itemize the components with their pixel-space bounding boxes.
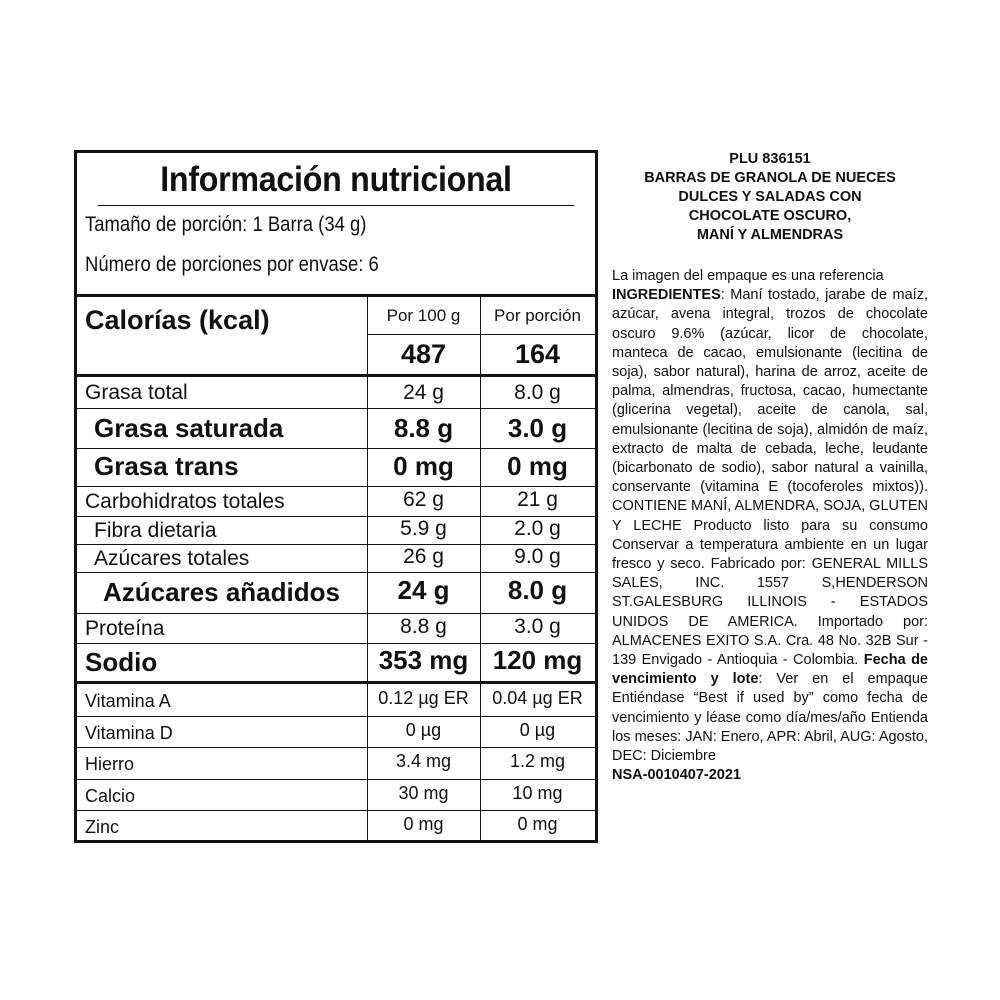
ingredients-label: INGREDIENTES: [612, 287, 721, 304]
nutrient-per-serving: 3.0 g: [514, 615, 561, 638]
row-rule: [77, 779, 595, 780]
ingredients-block: [612, 267, 928, 766]
expiry-label: Fecha de vencimiento y lote: [612, 652, 928, 688]
vitamin-label: Hierro: [85, 754, 135, 774]
nutrient-per-serving: 2.0 g: [514, 517, 561, 540]
product-name-line: MANÍ Y ALMENDRAS: [696, 227, 844, 243]
header-per-serving: Por porción: [494, 306, 581, 325]
separator: [77, 681, 595, 684]
plu-code: PLU 836151: [729, 151, 811, 167]
product-info: [612, 150, 928, 785]
row-rule: [77, 747, 595, 748]
vitamin-per-serving: 0 mg: [517, 814, 558, 834]
nutrient-per-100g: 8.8 g: [400, 615, 447, 638]
vitamin-label: Calcio: [85, 786, 136, 806]
nutrient-label: Grasa trans: [94, 451, 239, 481]
product-name-line: DULCES Y SALADAS CON: [678, 189, 862, 205]
vitamin-label: Vitamina D: [85, 723, 173, 743]
panel-title: Información nutricional: [98, 153, 575, 206]
vitamin-per-serving: 10 mg: [512, 783, 563, 803]
row-rule: [77, 643, 595, 644]
vitamin-per-serving: 0.04 µg ER: [492, 688, 583, 708]
calories-label: Calorías (kcal): [85, 305, 270, 335]
expiry-text: : Ver en el empaque Entiéndase “Best if used by” como fecha de vencimiento y léase como día/mes/año Entienda los meses: JAN: Enero, APR: Abril, AUG: Agosto, DEC: Diciembre: [612, 671, 928, 765]
sanitary-registration: NSA-0010407-2021: [612, 767, 741, 784]
nutrient-label: Carbohidratos totales: [85, 490, 285, 513]
nutrient-label: Proteína: [85, 617, 165, 640]
ingredients-text: : Maní tostado, jarabe de maíz, azúcar, avena integral, trozos de chocolate oscuro 9.6% (azúcar, licor de chocolate, manteca de cacao, emulsionante (lecitina de soja), sabor natural), harina de arroz, aceite de palma, almendras, fructosa, cacao, humectante (glicerina vegetal), aceite de canola, sal, emulsionante (lecitina de soja), almidón de maíz, extracto de malta de cebada, leche, leudante (bicarbonato de sodio), sabor natural a vainilla, conservante (vitamina E (tocoferoles mixtos)). CONTIENE MANÍ, ALMENDRA, SOJA, GLUTEN Y LECHE Producto listo para su consumo Conservar a temperatura ambiente en un lugar fresco y seco. Fabricado por: GENERAL MILLS SALES, INC. 1557 S,HENDERSON ST.GALESBURG ILLINOIS - ESTADOS UNIDOS DE AMERICA. Importado por: ALMACENES EXITO S.A. Cra. 48 No. 32B Sur - 139 Envigado - Antioquia - Colombia.: [612, 287, 928, 669]
vitamin-per-serving: 0 µg: [519, 720, 556, 740]
vitamin-per-100g: 0 µg: [405, 720, 442, 740]
nutrient-per-100g: 0 mg: [393, 451, 454, 481]
vitamin-label: Vitamina A: [85, 691, 171, 711]
product-name-line: CHOCOLATE OSCURO,: [688, 208, 852, 224]
servings-per-container: Número de porciones por envase: 6: [85, 253, 379, 276]
vitamin-per-serving: 1.2 mg: [509, 751, 566, 771]
vitamin-per-100g: 0 mg: [403, 814, 444, 834]
calories-per-serving: 164: [514, 339, 561, 369]
separator: [77, 374, 595, 377]
vitamin-per-100g: 3.4 mg: [395, 751, 452, 771]
nutrient-label: Fibra dietaria: [94, 519, 217, 542]
nutrient-per-serving: 21 g: [517, 488, 558, 511]
row-rule: [77, 810, 595, 811]
product-name-line: BARRAS DE GRANOLA DE NUECES: [644, 170, 896, 186]
nutrient-label: Grasa total: [85, 381, 188, 404]
nutrient-per-serving: 9.0 g: [514, 545, 561, 568]
vitamin-per-100g: 30 mg: [398, 783, 449, 803]
nutrition-facts-panel: [74, 150, 598, 843]
separator: [77, 294, 595, 297]
nutrient-per-100g: 8.8 g: [393, 413, 454, 443]
header-per-100g: Por 100 g: [386, 306, 461, 325]
nutrient-per-serving: 3.0 g: [507, 413, 568, 443]
row-rule: [77, 613, 595, 614]
nutrient-label: Azúcares totales: [94, 547, 250, 570]
reference-note: La imagen del empaque es una referencia: [612, 268, 884, 284]
row-rule: [77, 572, 595, 573]
nutrient-per-serving: 8.0 g: [507, 575, 568, 605]
nutrient-per-serving: 8.0 g: [514, 381, 561, 404]
nutrient-per-serving: 120 mg: [492, 645, 583, 675]
row-rule: [77, 408, 595, 409]
calories-per-100g: 487: [400, 339, 447, 369]
nutrient-per-100g: 26 g: [403, 545, 444, 568]
row-rule: [77, 486, 595, 487]
nutrient-per-100g: 62 g: [403, 488, 444, 511]
vitamin-per-100g: 0.12 µg ER: [378, 688, 469, 708]
nutrient-label: Azúcares añadidos: [103, 577, 340, 607]
header-rule: [367, 334, 595, 335]
row-rule: [77, 448, 595, 449]
nutrient-per-100g: 24 g: [397, 575, 450, 605]
nutrient-label: Sodio: [85, 647, 158, 677]
nutrient-per-100g: 5.9 g: [400, 517, 447, 540]
row-rule: [77, 716, 595, 717]
vitamin-label: Zinc: [85, 817, 120, 837]
serving-size: Tamaño de porción: 1 Barra (34 g): [85, 213, 367, 236]
nutrient-label: Grasa saturada: [94, 413, 284, 443]
nutrient-per-100g: 24 g: [403, 381, 444, 404]
nutrient-per-100g: 353 mg: [378, 645, 469, 675]
nutrient-per-serving: 0 mg: [507, 451, 568, 481]
